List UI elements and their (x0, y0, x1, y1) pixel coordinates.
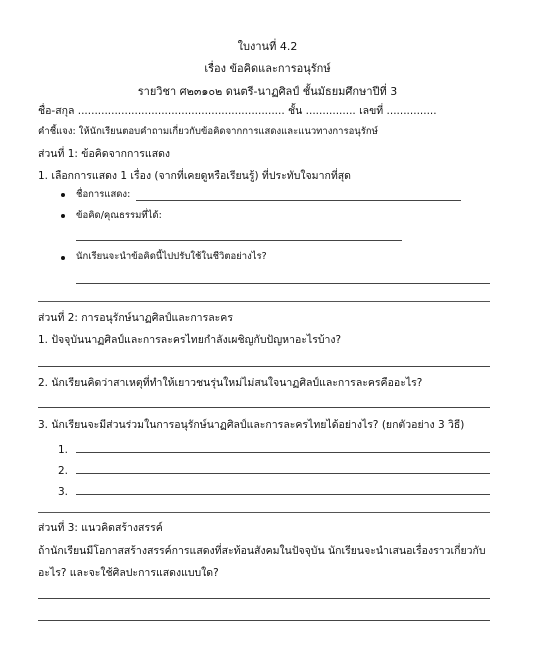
student-info-line: ชื่อ-สกุล .............................................................. ชั้น ............... เลขที่ ............... (38, 105, 437, 117)
worksheet-title: เรื่อง ข้อคิดและการอนุรักษ์ (204, 62, 331, 75)
show-name-label: ชื่อการแสดง: (76, 189, 131, 200)
example-answer-line-3[interactable] (76, 494, 490, 495)
example-answer-line-1[interactable] (76, 452, 490, 453)
part2-question-3: 3. นักเรียนจะมีส่วนร่วมในการอนุรักษ์นาฏศิลป์และการละครไทยได้อย่างไร? (ยกตัวอย่าง 3 วิธี) (38, 419, 465, 431)
lesson-answer-line[interactable] (76, 240, 402, 241)
show-name-answer-line[interactable] (136, 200, 461, 201)
part2-question-2: 2. นักเรียนคิดว่าสาเหตุที่ทำให้เยาวชนรุ่นใหม่ไม่สนใจนาฏศิลป์และการละครคืออะไร? (38, 377, 423, 389)
lesson-label: ข้อคิด/คุณธรรมที่ได้: (76, 210, 162, 221)
answer-line[interactable] (38, 598, 490, 599)
answer-line[interactable] (38, 407, 490, 408)
section-divider (38, 301, 490, 302)
example-answer-line-2[interactable] (76, 473, 490, 474)
worksheet-number: ใบงานที่ 4.2 (237, 40, 298, 53)
bullet (61, 193, 65, 197)
section-divider (38, 512, 490, 513)
part2-question-1: 1. ปัจจุบันนาฏศิลป์และการละครไทยกำลังเผชิญกับปัญหาอะไรบ้าง? (38, 334, 342, 346)
apply-label: นักเรียนจะนำข้อคิดนี้ไปปรับใช้ในชีวิตอย่างไร? (76, 251, 267, 262)
answer-line[interactable] (38, 366, 490, 367)
example-number-2: 2. (58, 465, 69, 477)
part1-heading: ส่วนที่ 1: ข้อคิดจากการแสดง (38, 148, 171, 160)
apply-answer-line[interactable] (76, 283, 490, 284)
bullet (61, 214, 65, 218)
instructions: คำชี้แจง: ให้นักเรียนตอบคำถามเกี่ยวกับข้อคิดจากการแสดงและแนวทางการอนุรักษ์ (38, 126, 378, 137)
part3-prompt-line-2: อะไร? และจะใช้ศิลปะการแสดงแบบใด? (38, 567, 219, 579)
part1-question: 1. เลือกการแสดง 1 เรื่อง (จากที่เคยดูหรือเรียนรู้) ที่ประทับใจมากที่สุด (38, 170, 351, 182)
part3-heading: ส่วนที่ 3: แนวคิดสร้างสรรค์ (38, 522, 163, 534)
example-number-3: 3. (58, 486, 69, 498)
part2-heading: ส่วนที่ 2: การอนุรักษ์นาฏศิลป์และการละคร (38, 312, 233, 324)
example-number-1: 1. (58, 444, 69, 456)
answer-line[interactable] (38, 620, 490, 621)
bullet (61, 256, 65, 260)
part3-prompt-line-1: ถ้านักเรียนมีโอกาสสร้างสรรค์การแสดงที่สะท้อนสังคมในปัจจุบัน นักเรียนจะนำเสนอเรื่องราวเกี่ยวกับ (38, 545, 486, 557)
course-line: รายวิชา ศ๒๓๑๐๒ ดนตรี-นาฏศิลป์ ชั้นมัธยมศึกษาปีที่ 3 (137, 85, 398, 98)
